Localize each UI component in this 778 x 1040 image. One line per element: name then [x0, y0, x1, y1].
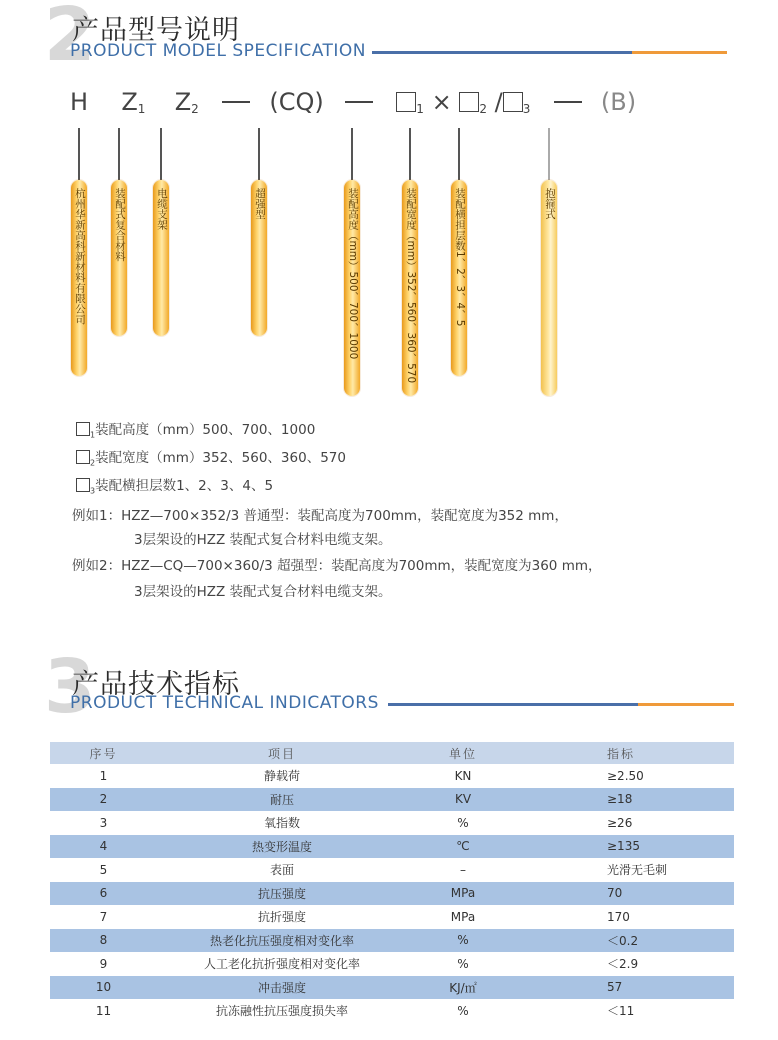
code-box — [503, 92, 523, 112]
example-1-line2: 3层架设的HZZ 装配式复合材料电缆支架。 — [134, 532, 392, 548]
tube-label: 杭州华新高科新材料有限公司 — [74, 188, 86, 325]
legend-sub: 2 — [90, 458, 96, 468]
table-row — [50, 999, 734, 1023]
cell-value: ≥2.50 — [607, 768, 644, 783]
cell-item: 人工老化抗折强度相对变化率 — [203, 957, 360, 972]
section3-title-cn: 产品技术指标 — [72, 669, 240, 700]
model-code — [70, 88, 636, 116]
example-1-line1: 例如1：HZZ—700×352/3 普通型：装配高度为700mm，装配宽度为352 mm， — [72, 508, 568, 524]
table-row — [50, 905, 734, 929]
cell-index: 3 — [99, 815, 108, 830]
code-dash — [345, 101, 373, 103]
cell-unit: KV — [407, 788, 519, 812]
cell-value: ＜0.2 — [519, 929, 734, 953]
cell-item: 氧指数 — [263, 816, 300, 831]
tube-label: 装配横担层数1、2、3、4、5 — [454, 188, 466, 327]
cell-item: 耐压 — [157, 788, 407, 812]
tube-company — [71, 180, 87, 376]
table-row — [50, 811, 734, 835]
tube-hoop — [541, 180, 557, 396]
connector-line — [458, 128, 460, 180]
cell-unit: % — [457, 1003, 469, 1018]
table-row — [50, 835, 734, 859]
tube-width — [402, 180, 418, 396]
cell-value: ≥26 — [607, 815, 633, 830]
legend-item — [76, 474, 273, 496]
cell-value: 170 — [607, 909, 630, 924]
legend-item — [76, 418, 315, 440]
cell-unit: MPa — [407, 882, 519, 906]
connector-line — [548, 128, 550, 180]
code-box — [459, 92, 479, 112]
section2-title-cn: 产品型号说明 — [72, 15, 240, 46]
code-times: × — [431, 88, 452, 116]
cell-index: 5 — [99, 862, 108, 877]
cell-value: 57 — [519, 976, 734, 1000]
cell-index: 7 — [99, 909, 108, 924]
table-header-row — [50, 742, 734, 764]
legend-box — [76, 450, 90, 464]
tube-label: 装配高度（mm）500、700、1000 — [347, 188, 359, 360]
cell-item: 热变形温度 — [157, 835, 407, 859]
code-box — [396, 92, 416, 112]
cell-value: ≥18 — [519, 788, 734, 812]
tube-label: 抱箍式 — [544, 188, 556, 220]
connector-line — [258, 128, 260, 180]
table-row — [50, 788, 734, 812]
cell-unit: % — [457, 956, 469, 971]
connector-line — [78, 128, 80, 180]
section3-number: 3 — [44, 644, 96, 730]
cell-value: ≥135 — [519, 835, 734, 859]
connector-line — [409, 128, 411, 180]
legend-text: 装配高度（mm）500、700、1000 — [95, 422, 316, 438]
cell-item: 表面 — [269, 863, 294, 878]
table-row — [50, 882, 734, 906]
tube-super-strong — [251, 180, 267, 336]
code-dash — [554, 101, 582, 103]
cell-item: 抗压强度 — [157, 882, 407, 906]
legend-box — [76, 478, 90, 492]
header-item: 项目 — [157, 742, 407, 764]
cell-unit: ℃ — [407, 835, 519, 859]
code-z2: Z — [174, 88, 192, 116]
code-z1: Z — [121, 88, 138, 116]
table-row — [50, 764, 734, 788]
section2-number: 2 — [44, 0, 96, 78]
legend-sub: 1 — [90, 430, 96, 440]
connector-line — [351, 128, 353, 180]
tube-label: 电缆支架 — [156, 188, 168, 230]
cell-value: ＜2.9 — [607, 957, 639, 972]
cell-item: 热老化抗压强度相对变化率 — [157, 929, 407, 953]
cell-unit: – — [460, 862, 466, 877]
table-row — [50, 858, 734, 882]
tube-label: 超强型 — [254, 188, 266, 220]
tube-material — [111, 180, 127, 336]
code-box1-sub: 1 — [416, 102, 424, 116]
cell-index: 4 — [50, 835, 157, 859]
cell-unit: % — [407, 929, 519, 953]
cell-value: 70 — [519, 882, 734, 906]
example-2-line1: 例如2：HZZ—CQ—700×360/3 超强型：装配高度为700mm，装配宽度为360 mm， — [72, 558, 602, 574]
connector-line — [118, 128, 120, 180]
connector-line — [160, 128, 162, 180]
cell-item: 抗折强度 — [257, 910, 306, 925]
cell-index: 8 — [50, 929, 157, 953]
legend-text: 装配横担层数1、2、3、4、5 — [95, 478, 274, 494]
legend-text: 装配宽度（mm）352、560、360、570 — [95, 450, 346, 466]
tube-layers — [451, 180, 467, 376]
code-cq: (CQ) — [269, 88, 324, 116]
code-box2-sub: 2 — [479, 102, 487, 116]
section2-underline — [372, 51, 727, 54]
tube-label: 装配宽度（mm）352、560、360、570 — [405, 188, 417, 384]
cell-unit: KJ/㎡ — [407, 976, 519, 1000]
legend-sub: 3 — [90, 486, 96, 496]
code-dash — [222, 101, 250, 103]
table-row — [50, 976, 734, 1000]
cell-item: 抗冻融性抗压强度损失率 — [215, 1004, 348, 1019]
cell-unit: MPa — [450, 909, 476, 924]
section3-underline — [388, 703, 734, 706]
tube-height — [344, 180, 360, 396]
cell-index: 9 — [99, 956, 108, 971]
cell-index: 11 — [95, 1003, 112, 1018]
code-box3-sub: 3 — [522, 102, 531, 116]
header-index: 序号 — [50, 742, 157, 764]
cell-item: 冲击强度 — [157, 976, 407, 1000]
cell-index: 1 — [99, 768, 108, 783]
cell-item: 静载荷 — [263, 769, 300, 784]
code-z1-sub: 1 — [137, 102, 146, 116]
cell-index: 6 — [50, 882, 157, 906]
example-2-line2: 3层架设的HZZ 装配式复合材料电缆支架。 — [134, 584, 392, 600]
legend-box — [76, 422, 90, 436]
table-row — [50, 952, 734, 976]
cell-index: 10 — [50, 976, 157, 1000]
section2-title-en: PRODUCT MODEL SPECIFICATION — [70, 41, 367, 61]
tube-label: 装配式复合材料 — [114, 188, 126, 262]
tube-bracket — [153, 180, 169, 336]
cell-unit: KN — [454, 768, 472, 783]
header-value: 指标 — [519, 742, 734, 764]
code-b: (B) — [600, 88, 637, 116]
code-z2-sub: 2 — [191, 102, 199, 116]
cell-value: 光滑无毛刺 — [607, 863, 668, 878]
section3-title-en: PRODUCT TECHNICAL INDICATORS — [70, 693, 379, 713]
cell-value: ＜11 — [607, 1004, 635, 1019]
table-row — [50, 929, 734, 953]
indicators-table — [50, 742, 734, 1023]
cell-index: 2 — [50, 788, 157, 812]
header-unit: 单位 — [407, 742, 519, 764]
cell-unit: % — [457, 815, 469, 830]
code-slash: / — [494, 88, 503, 116]
legend-item — [76, 446, 346, 468]
code-h: H — [70, 88, 89, 116]
